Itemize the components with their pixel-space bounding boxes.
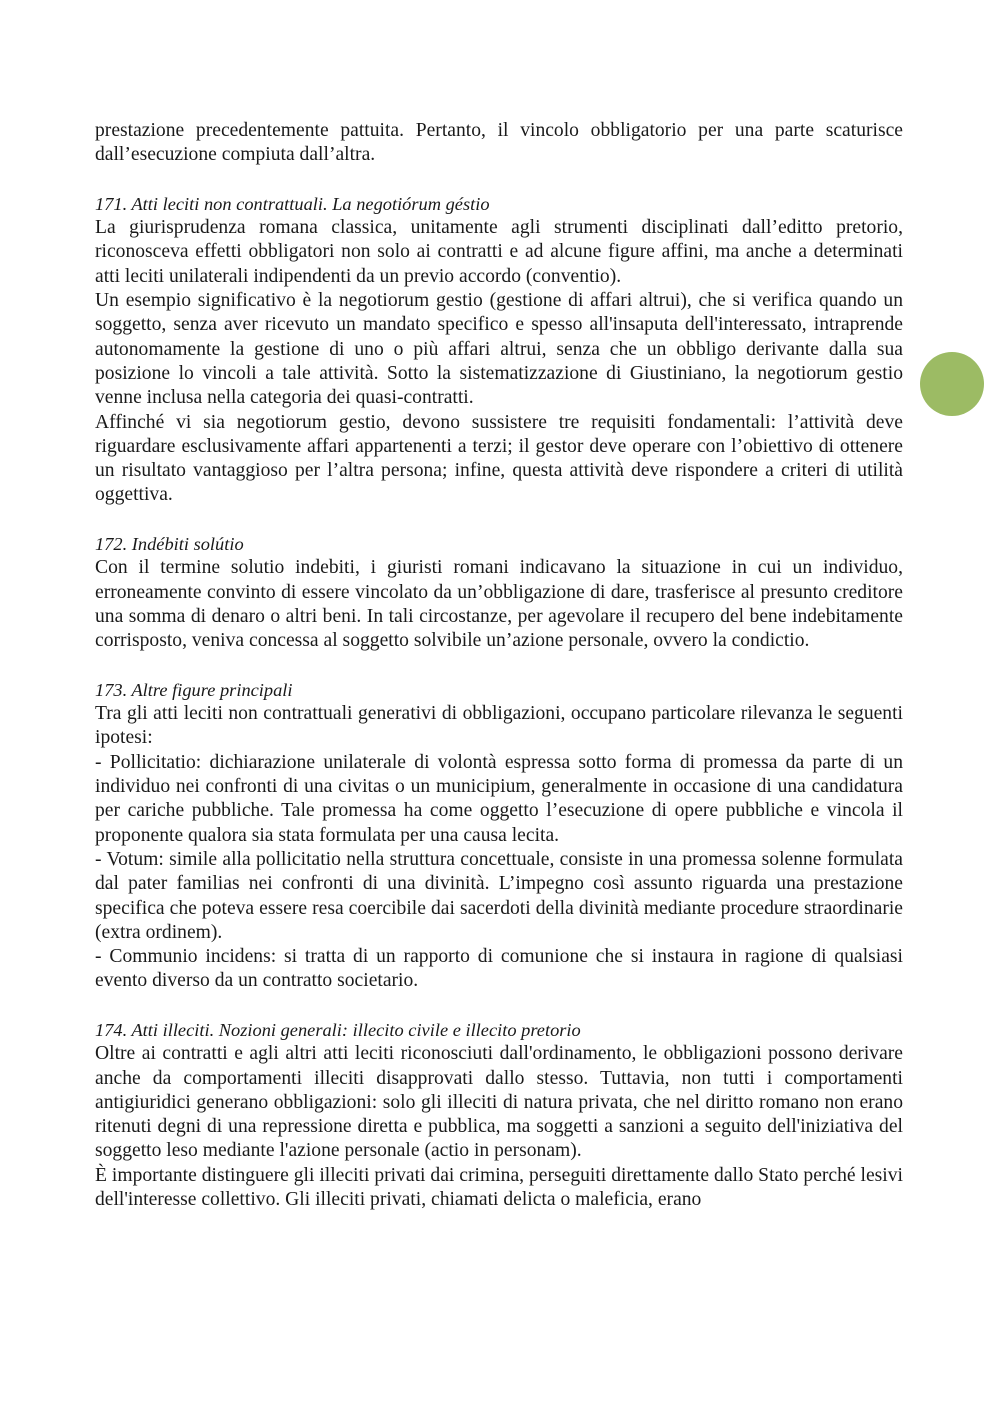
section-spacer bbox=[95, 508, 903, 532]
section-paragraph: Oltre ai contratti e agli altri atti leciti riconosciuti dall'ordinamento, le obbligazioni possono derivare anche da comportamenti illeciti disapprovati dallo stesso. Tuttavia, non tutti i comportamenti antigiuridici generano obbligazioni: solo gli illeciti di natura privata, che nel diritto romano non erano ritenuti degni di una repressione diretta e pubblica, ma soggetti a sanzioni a seguito dell'iniziativa del soggetto leso mediante l'azione personale (actio in personam). bbox=[95, 1043, 903, 1162]
section-heading: 171. Atti leciti non contrattuali. La negotiórum géstio bbox=[95, 193, 490, 214]
section-paragraph: È importante distinguere gli illeciti privati dai crimina, perseguiti direttamente dallo Stato perché lesivi dell'interesse collettivo. Gli illeciti privati, chiamati delicta o maleficia, erano bbox=[95, 1164, 903, 1211]
section-spacer bbox=[95, 654, 903, 678]
section-172 bbox=[95, 532, 903, 653]
section-heading: 172. Indébiti solútio bbox=[95, 534, 244, 555]
section-paragraph: Affinché vi sia negotiorum gestio, devono sussistere tre requisiti fondamentali: l’attività deve riguardare esclusivamente affari appartenenti a terzi; il gestor deve operare con l’obiettivo di ottenere un risultato vantaggioso per l’altra persona; infine, questa attività deve rispondere a criteri di utilità oggettiva. bbox=[95, 411, 903, 506]
section-spacer bbox=[95, 168, 903, 192]
section-heading: 173. Altre figure principali bbox=[95, 679, 293, 700]
section-171 bbox=[95, 192, 903, 508]
section-spacer bbox=[95, 994, 903, 1018]
list-item: - Communio incidens: si tratta di un rapporto di comunione che si instaura in ragione di qualsiasi evento diverso da un contratto societario. bbox=[95, 946, 903, 992]
document-page bbox=[95, 119, 903, 1212]
page-side-marker bbox=[920, 352, 984, 416]
section-paragraph: Tra gli atti leciti non contrattuali generativi di obbligazioni, occupano particolare rilevanza le seguenti ipotesi: bbox=[95, 703, 903, 749]
section-174 bbox=[95, 1018, 903, 1212]
intro-paragraph: prestazione precedentemente pattuita. Pertanto, il vincolo obbligatorio per una parte scaturisce dall’esecuzione compiuta dall’altra. bbox=[95, 120, 903, 166]
section-paragraph: La giurisprudenza romana classica, unitamente agli strumenti disciplinati dall’editto pretorio, riconosceva effetti obbligatori non solo ai contratti e ad alcune figure affini, ma anche a determinati atti leciti unilaterali indipendenti da un previo accordo (conventio). bbox=[95, 217, 903, 287]
section-173 bbox=[95, 678, 903, 994]
section-paragraph: Con il termine solutio indebiti, i giuristi romani indicavano la situazione in cui un individuo, erroneamente convinto di essere vincolato da un’obbligazione di dare, trasferisce al presunto creditore una somma di denaro o altri beni. In tali circostanze, per agevolare il recupero del bene indebitamente corrisposto, veniva concessa al soggetto solvibile un’azione personale, ovvero la condictio. bbox=[95, 557, 903, 652]
list-item: - Votum: simile alla pollicitatio nella struttura concettuale, consiste in una promessa solenne formulata dal pater familias nei confronti di una divinità. L’impegno così assunto riguarda una prestazione specifica che poteva essere resa coercibile dai sacerdoti della divinità mediante procedure straordinarie (extra ordinem). bbox=[95, 848, 903, 943]
section-paragraph: Un esempio significativo è la negotiorum gestio (gestione di affari altrui), che si verifica quando un soggetto, senza aver ricevuto un mandato specifico e spesso all'insaputa dell'interessato, intraprende autonomamente la gestione di uno o più affari altrui, senza che un obbligo derivante dalla sua posizione lo vincoli a tale attività. Sotto la sistematizzazione di Giustiniano, la negotiorum gestio venne inclusa nella categoria dei quasi-contratti. bbox=[95, 290, 903, 409]
list-item: - Pollicitatio: dichiarazione unilaterale di volontà espressa sotto forma di promessa da parte di un individuo nei confronti di una civitas o un municipium, generalmente in occasione di una candidatura per cariche pubbliche. Tale promessa ha come oggetto l’esecuzione di opere pubbliche e vincola il proponente qualora sia stata formulata per una causa lecita. bbox=[95, 751, 903, 846]
section-heading: 174. Atti illeciti. Nozioni generali: illecito civile e illecito pretorio bbox=[95, 1019, 581, 1040]
